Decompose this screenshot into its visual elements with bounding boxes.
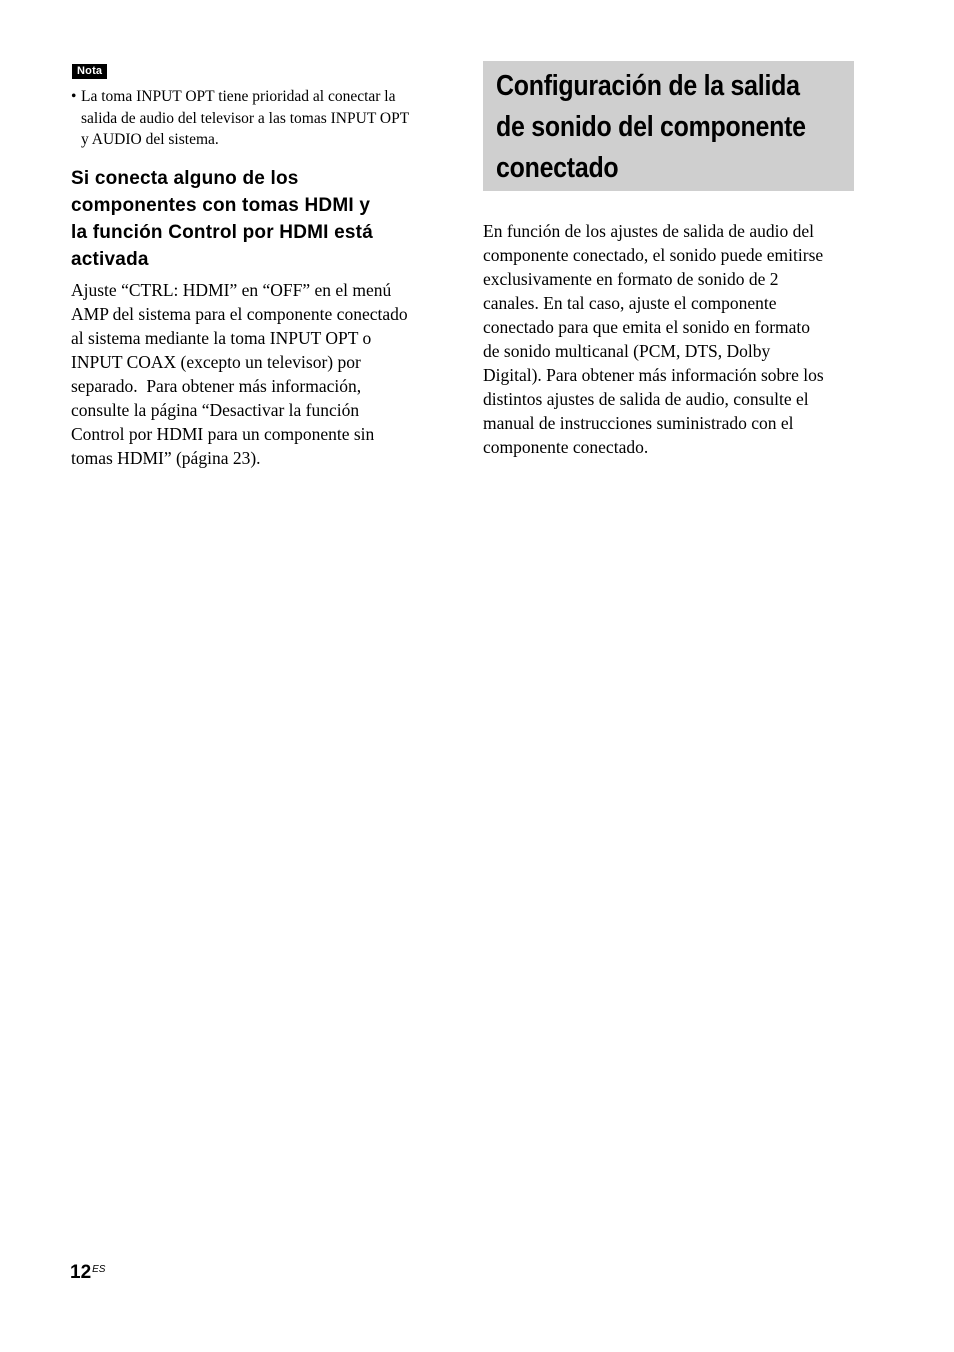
- right-column: [483, 61, 854, 459]
- note-line: La toma INPUT OPT tiene prioridad al conectar la: [81, 88, 396, 105]
- subheading-line: Si conecta alguno de los: [71, 167, 299, 189]
- note-line: y AUDIO del sistema.: [81, 131, 219, 148]
- body-line: canales. En tal caso, ajuste el componente: [483, 293, 777, 313]
- body-line: tomas HDMI” (página 23).: [71, 447, 261, 468]
- subheading-line: activada: [71, 248, 149, 270]
- subheading-line: la función Control por HDMI está: [71, 221, 373, 243]
- body-line: consulte la página “Desactivar la función: [71, 399, 360, 420]
- heading-line: de sonido del componente: [496, 111, 806, 143]
- body-line: INPUT COAX (excepto un televisor) por: [71, 351, 361, 372]
- bullet-icon: •: [71, 88, 77, 105]
- page-language-suffix: ES: [92, 1264, 106, 1275]
- right-body-paragraph: [483, 219, 854, 459]
- left-body-paragraph: [71, 278, 443, 470]
- body-line: Ajuste “CTRL: HDMI” en “OFF” en el menú: [71, 279, 392, 300]
- body-line: distintos ajustes de salida de audio, consulte el: [483, 389, 809, 409]
- note-badge: Nota: [72, 64, 107, 79]
- body-line: conectado para que emita el sonido en formato: [483, 317, 811, 337]
- body-line: manual de instrucciones suministrado con el: [483, 413, 794, 433]
- body-line: Digital). Para obtener más información sobre los: [483, 365, 824, 385]
- body-line: exclusivamente en formato de sonido de 2: [483, 269, 779, 289]
- section-heading-box: [483, 61, 854, 191]
- body-line: En función de los ajustes de salida de audio del: [483, 221, 814, 241]
- page-number-value: 12: [70, 1262, 92, 1283]
- note-item: [71, 86, 443, 151]
- subheading-hdmi-control: [71, 165, 443, 273]
- body-line: Control por HDMI para un componente sin: [71, 423, 375, 444]
- body-line: componente conectado, el sonido puede emitirse: [483, 245, 824, 265]
- left-column: [71, 61, 443, 470]
- body-line: AMP del sistema para el componente conectado: [71, 303, 408, 324]
- note-line: salida de audio del televisor a las tomas INPUT OPT: [81, 109, 410, 127]
- subheading-line: componentes con tomas HDMI y: [71, 194, 371, 216]
- note-list: [71, 86, 443, 151]
- section-heading: [496, 66, 806, 189]
- body-line: separado. Para obtener más información,: [71, 375, 362, 396]
- heading-line: conectado: [496, 152, 619, 184]
- body-line: componente conectado.: [483, 437, 649, 457]
- page-number: [70, 1258, 105, 1285]
- body-line: de sonido multicanal (PCM, DTS, Dolby: [483, 341, 771, 361]
- heading-line: Configuración de la salida: [496, 70, 800, 102]
- body-line: al sistema mediante la toma INPUT OPT o: [71, 327, 372, 348]
